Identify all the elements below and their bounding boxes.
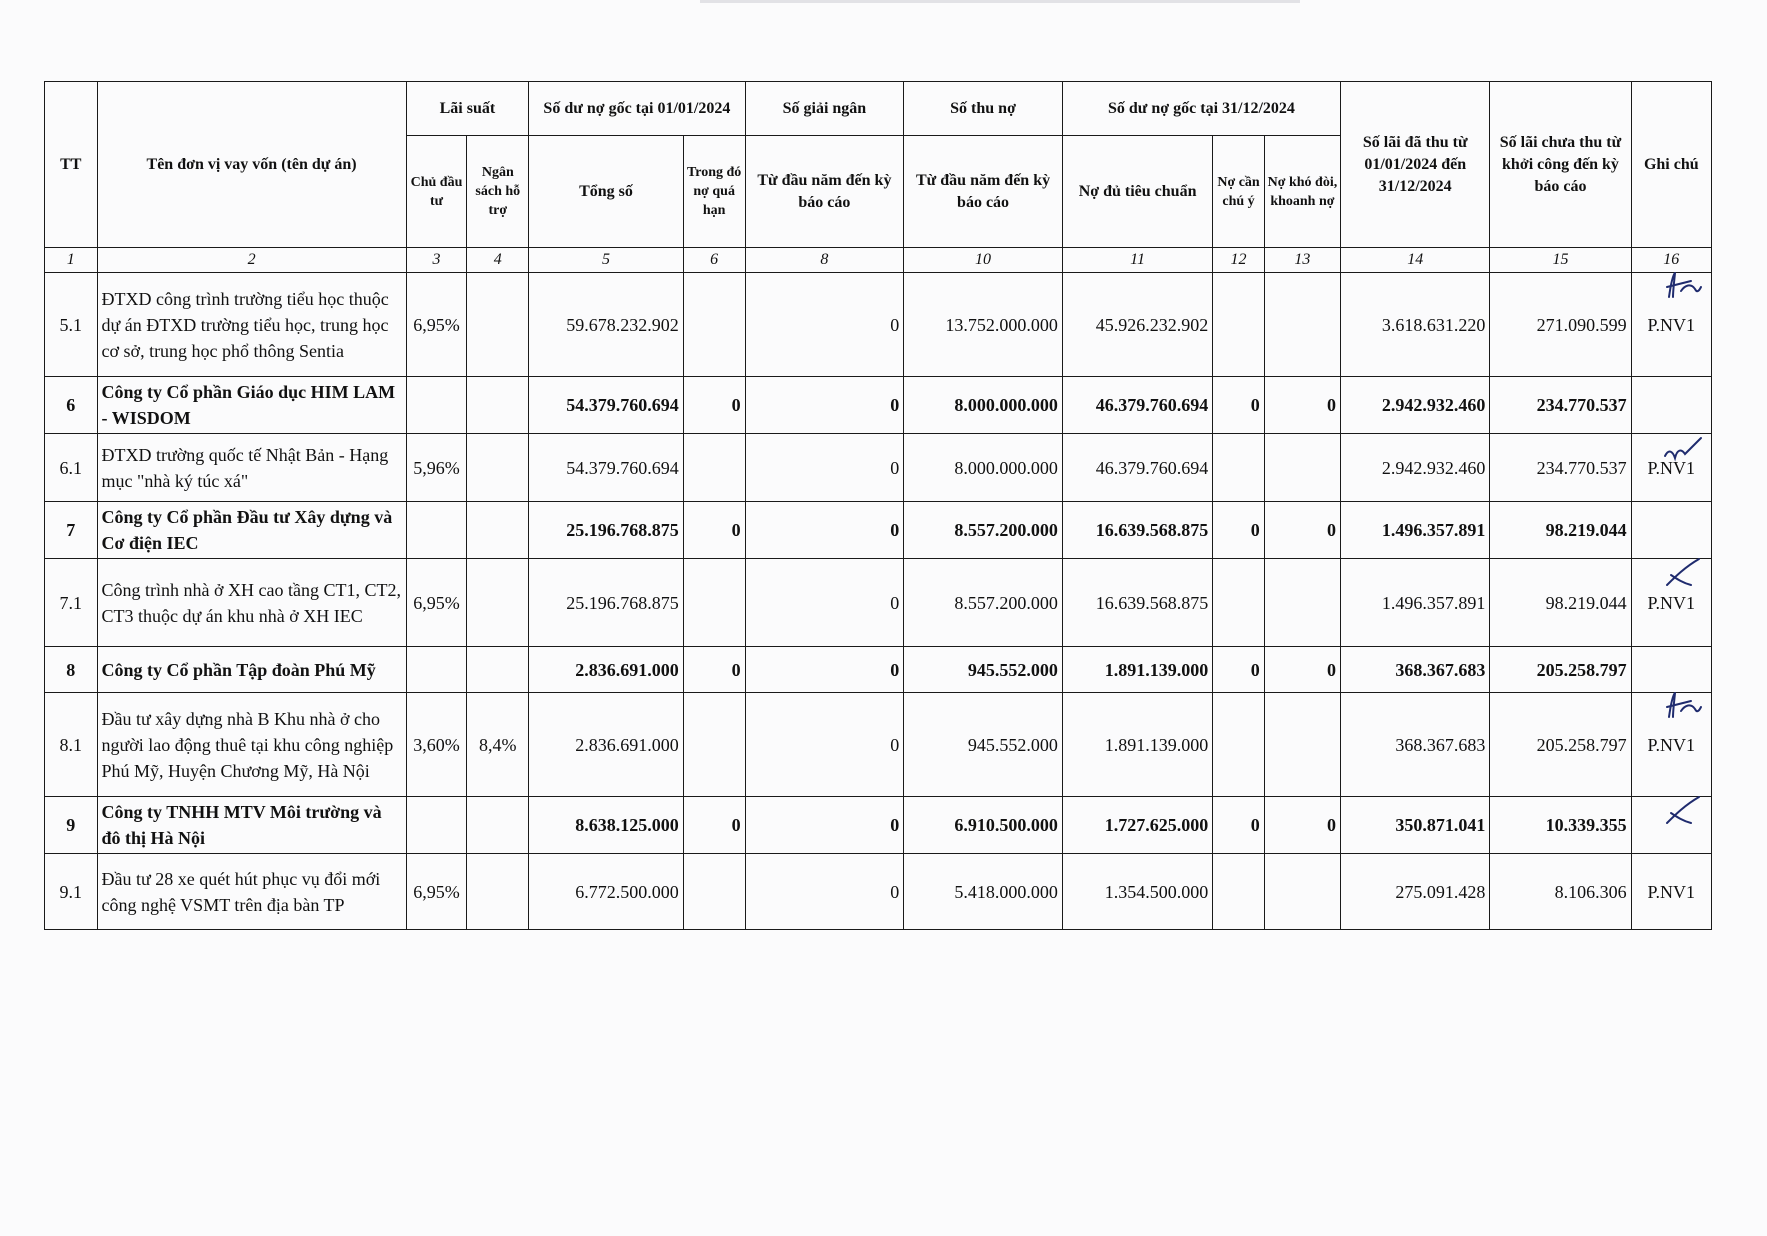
disbursed-amount-cell: 0: [745, 559, 904, 647]
column-number: 4: [467, 248, 529, 273]
watch-debt-cell: [1213, 434, 1265, 502]
header-du-no-cuoi-ky: Số dư nợ gốc tại 31/12/2024: [1062, 82, 1340, 136]
handwritten-initials-icon: [1661, 430, 1703, 464]
collected-amount-cell: 945.552.000: [904, 647, 1063, 693]
rate-investor-cell: 5,96%: [406, 434, 467, 502]
row-number-cell: 9: [45, 797, 98, 854]
rate-investor-cell: [406, 502, 467, 559]
interest-outstanding-cell: 8.106.306: [1490, 854, 1631, 930]
rate-budget-support-cell: [467, 273, 529, 377]
rate-investor-cell: 6,95%: [406, 854, 467, 930]
doubtful-debt-cell: 0: [1264, 502, 1340, 559]
header-giai-ngan-tu-dau-nam: Từ đầu năm đến kỳ báo cáo: [745, 136, 904, 248]
interest-outstanding-cell: 205.258.797: [1490, 647, 1631, 693]
header-du-no-dau-ky: Số dư nợ gốc tại 01/01/2024: [529, 82, 745, 136]
column-number: 13: [1264, 248, 1340, 273]
column-number: 6: [683, 248, 745, 273]
overdue-balance-cell: 0: [683, 797, 745, 854]
rate-investor-cell: 3,60%: [406, 693, 467, 797]
project-row: [45, 273, 1712, 377]
rate-budget-support-cell: [467, 854, 529, 930]
group-row: [45, 377, 1712, 434]
standard-debt-cell: 46.379.760.694: [1062, 377, 1212, 434]
handwritten-initials-icon: [1661, 793, 1703, 827]
disbursed-amount-cell: 0: [745, 273, 904, 377]
watch-debt-cell: 0: [1213, 502, 1265, 559]
borrower-name-cell: ĐTXD công trình trường tiểu học thuộc dự án ĐTXD trường tiểu học, trung học cơ sở, trung học phổ thông Sentia: [97, 273, 406, 377]
column-number: 11: [1062, 248, 1212, 273]
opening-balance-cell: 59.678.232.902: [529, 273, 684, 377]
rate-budget-support-cell: [467, 377, 529, 434]
project-row: [45, 559, 1712, 647]
note-text: P.NV1: [1647, 314, 1696, 335]
group-row: [45, 502, 1712, 559]
collected-amount-cell: 8.000.000.000: [904, 434, 1063, 502]
overdue-balance-cell: [683, 693, 745, 797]
interest-collected-cell: 1.496.357.891: [1341, 502, 1490, 559]
doubtful-debt-cell: [1264, 559, 1340, 647]
header-name: Tên đơn vị vay vốn (tên dự án): [97, 82, 406, 248]
doubtful-debt-cell: [1264, 273, 1340, 377]
standard-debt-cell: 16.639.568.875: [1062, 559, 1212, 647]
column-number: 14: [1341, 248, 1490, 273]
overdue-balance-cell: 0: [683, 647, 745, 693]
note-cell: [1631, 693, 1711, 797]
group-row: [45, 647, 1712, 693]
interest-collected-cell: 350.871.041: [1341, 797, 1490, 854]
rate-budget-support-cell: 8,4%: [467, 693, 529, 797]
standard-debt-cell: 16.639.568.875: [1062, 502, 1212, 559]
watch-debt-cell: 0: [1213, 797, 1265, 854]
note-text: P.NV1: [1647, 457, 1696, 478]
column-number: 8: [745, 248, 904, 273]
collected-amount-cell: 13.752.000.000: [904, 273, 1063, 377]
row-number-cell: 8.1: [45, 693, 98, 797]
doubtful-debt-cell: 0: [1264, 377, 1340, 434]
interest-collected-cell: 2.942.932.460: [1341, 377, 1490, 434]
interest-outstanding-cell: 98.219.044: [1490, 502, 1631, 559]
note-text: P.NV1: [1647, 881, 1696, 902]
overdue-balance-cell: [683, 559, 745, 647]
disbursed-amount-cell: 0: [745, 502, 904, 559]
interest-collected-cell: 1.496.357.891: [1341, 559, 1490, 647]
column-number: 2: [97, 248, 406, 273]
watch-debt-cell: [1213, 273, 1265, 377]
disbursed-amount-cell: 0: [745, 377, 904, 434]
doubtful-debt-cell: [1264, 693, 1340, 797]
loan-report-table: [44, 81, 1712, 930]
rate-investor-cell: [406, 647, 467, 693]
interest-collected-cell: 3.618.631.220: [1341, 273, 1490, 377]
header-qua-han: Trong đó nợ quá hạn: [683, 136, 745, 248]
header-no-kho-doi: Nợ khó đòi, khoanh nợ: [1264, 136, 1340, 248]
header-lai-suat: Lãi suất: [406, 82, 529, 136]
watch-debt-cell: [1213, 693, 1265, 797]
collected-amount-cell: 8.557.200.000: [904, 559, 1063, 647]
overdue-balance-cell: [683, 434, 745, 502]
rate-investor-cell: [406, 797, 467, 854]
row-number-cell: 9.1: [45, 854, 98, 930]
watch-debt-cell: 0: [1213, 377, 1265, 434]
disbursed-amount-cell: 0: [745, 797, 904, 854]
interest-outstanding-cell: 10.339.355: [1490, 797, 1631, 854]
watch-debt-cell: [1213, 854, 1265, 930]
rate-investor-cell: [406, 377, 467, 434]
disbursed-amount-cell: 0: [745, 647, 904, 693]
note-cell: [1631, 559, 1711, 647]
row-number-cell: 7: [45, 502, 98, 559]
rate-budget-support-cell: [467, 559, 529, 647]
column-number: 1: [45, 248, 98, 273]
opening-balance-cell: 25.196.768.875: [529, 502, 684, 559]
row-number-cell: 7.1: [45, 559, 98, 647]
project-row: [45, 434, 1712, 502]
overdue-balance-cell: 0: [683, 377, 745, 434]
row-number-cell: 5.1: [45, 273, 98, 377]
note-cell: [1631, 647, 1711, 693]
group-row: [45, 797, 1712, 854]
handwritten-initials-icon: [1661, 555, 1703, 589]
header-chu-dau-tu: Chủ đầu tư: [406, 136, 467, 248]
disbursed-amount-cell: 0: [745, 434, 904, 502]
row-number-cell: 6: [45, 377, 98, 434]
standard-debt-cell: 1.354.500.000: [1062, 854, 1212, 930]
interest-outstanding-cell: 234.770.537: [1490, 377, 1631, 434]
header-tong-so: Tổng số: [529, 136, 684, 248]
borrower-name-cell: Công ty Cổ phần Đầu tư Xây dựng và Cơ điện IEC: [97, 502, 406, 559]
interest-outstanding-cell: 205.258.797: [1490, 693, 1631, 797]
collected-amount-cell: 8.000.000.000: [904, 377, 1063, 434]
collected-amount-cell: 6.910.500.000: [904, 797, 1063, 854]
overdue-balance-cell: [683, 273, 745, 377]
column-number: 3: [406, 248, 467, 273]
column-number: 10: [904, 248, 1063, 273]
standard-debt-cell: 1.727.625.000: [1062, 797, 1212, 854]
rate-investor-cell: 6,95%: [406, 273, 467, 377]
column-number: 5: [529, 248, 684, 273]
note-cell: [1631, 797, 1711, 854]
column-number: 15: [1490, 248, 1631, 273]
standard-debt-cell: 1.891.139.000: [1062, 647, 1212, 693]
collected-amount-cell: 945.552.000: [904, 693, 1063, 797]
rate-budget-support-cell: [467, 797, 529, 854]
standard-debt-cell: 1.891.139.000: [1062, 693, 1212, 797]
opening-balance-cell: 8.638.125.000: [529, 797, 684, 854]
interest-collected-cell: 2.942.932.460: [1341, 434, 1490, 502]
handwritten-initials-icon: [1661, 269, 1703, 303]
column-number: 12: [1213, 248, 1265, 273]
header-lai-chua-thu: Số lãi chưa thu từ khởi công đến kỳ báo cáo: [1490, 82, 1631, 248]
rate-budget-support-cell: [467, 434, 529, 502]
collected-amount-cell: 8.557.200.000: [904, 502, 1063, 559]
interest-outstanding-cell: 234.770.537: [1490, 434, 1631, 502]
project-row: [45, 854, 1712, 930]
collected-amount-cell: 5.418.000.000: [904, 854, 1063, 930]
overdue-balance-cell: 0: [683, 502, 745, 559]
opening-balance-cell: 54.379.760.694: [529, 434, 684, 502]
header-tt: TT: [45, 82, 98, 248]
borrower-name-cell: Công ty Cổ phần Tập đoàn Phú Mỹ: [97, 647, 406, 693]
rate-budget-support-cell: [467, 502, 529, 559]
overdue-balance-cell: [683, 854, 745, 930]
borrower-name-cell: Đầu tư 28 xe quét hút phục vụ đổi mới công nghệ VSMT trên địa bàn TP: [97, 854, 406, 930]
header-giai-ngan: Số giải ngân: [745, 82, 904, 136]
header-thu-no: Số thu nợ: [904, 82, 1063, 136]
interest-collected-cell: 368.367.683: [1341, 647, 1490, 693]
borrower-name-cell: Công ty TNHH MTV Môi trường và đô thị Hà Nội: [97, 797, 406, 854]
opening-balance-cell: 6.772.500.000: [529, 854, 684, 930]
opening-balance-cell: 2.836.691.000: [529, 647, 684, 693]
opening-balance-cell: 2.836.691.000: [529, 693, 684, 797]
row-number-cell: 6.1: [45, 434, 98, 502]
header-no-can-chu-y: Nợ cần chú ý: [1213, 136, 1265, 248]
header-no-du-tieu-chuan: Nợ đủ tiêu chuẩn: [1062, 136, 1212, 248]
header-lai-da-thu: Số lãi đã thu từ 01/01/2024 đến 31/12/2024: [1341, 82, 1490, 248]
disbursed-amount-cell: 0: [745, 854, 904, 930]
note-text: P.NV1: [1647, 734, 1696, 755]
opening-balance-cell: 54.379.760.694: [529, 377, 684, 434]
project-row: [45, 693, 1712, 797]
note-cell: [1631, 854, 1711, 930]
doubtful-debt-cell: [1264, 854, 1340, 930]
watch-debt-cell: [1213, 559, 1265, 647]
note-cell: [1631, 434, 1711, 502]
header-thu-no-tu-dau-nam: Từ đầu năm đến kỳ báo cáo: [904, 136, 1063, 248]
standard-debt-cell: 45.926.232.902: [1062, 273, 1212, 377]
header-ngan-sach: Ngân sách hỗ trợ: [467, 136, 529, 248]
interest-collected-cell: 368.367.683: [1341, 693, 1490, 797]
note-cell: [1631, 273, 1711, 377]
doubtful-debt-cell: [1264, 434, 1340, 502]
standard-debt-cell: 46.379.760.694: [1062, 434, 1212, 502]
interest-outstanding-cell: 271.090.599: [1490, 273, 1631, 377]
interest-outstanding-cell: 98.219.044: [1490, 559, 1631, 647]
header-ghi-chu: Ghi chú: [1631, 82, 1711, 248]
rate-budget-support-cell: [467, 647, 529, 693]
disbursed-amount-cell: 0: [745, 693, 904, 797]
borrower-name-cell: Công trình nhà ở XH cao tầng CT1, CT2, CT3 thuộc dự án khu nhà ở XH IEC: [97, 559, 406, 647]
watch-debt-cell: 0: [1213, 647, 1265, 693]
borrower-name-cell: Đầu tư xây dựng nhà B Khu nhà ở cho người lao động thuê tại khu công nghiệp Phú Mỹ, Huyện Chương Mỹ, Hà Nội: [97, 693, 406, 797]
note-cell: [1631, 377, 1711, 434]
opening-balance-cell: 25.196.768.875: [529, 559, 684, 647]
borrower-name-cell: ĐTXD trường quốc tế Nhật Bản - Hạng mục "nhà ký túc xá": [97, 434, 406, 502]
scan-edge-mark: [700, 0, 1300, 3]
borrower-name-cell: Công ty Cổ phần Giáo dục HIM LAM - WISDOM: [97, 377, 406, 434]
handwritten-initials-icon: [1661, 689, 1703, 723]
note-text: P.NV1: [1647, 592, 1696, 613]
interest-collected-cell: 275.091.428: [1341, 854, 1490, 930]
column-number-row: [45, 248, 1712, 273]
doubtful-debt-cell: 0: [1264, 647, 1340, 693]
column-number: 16: [1631, 248, 1711, 273]
note-cell: [1631, 502, 1711, 559]
rate-investor-cell: 6,95%: [406, 559, 467, 647]
row-number-cell: 8: [45, 647, 98, 693]
doubtful-debt-cell: 0: [1264, 797, 1340, 854]
